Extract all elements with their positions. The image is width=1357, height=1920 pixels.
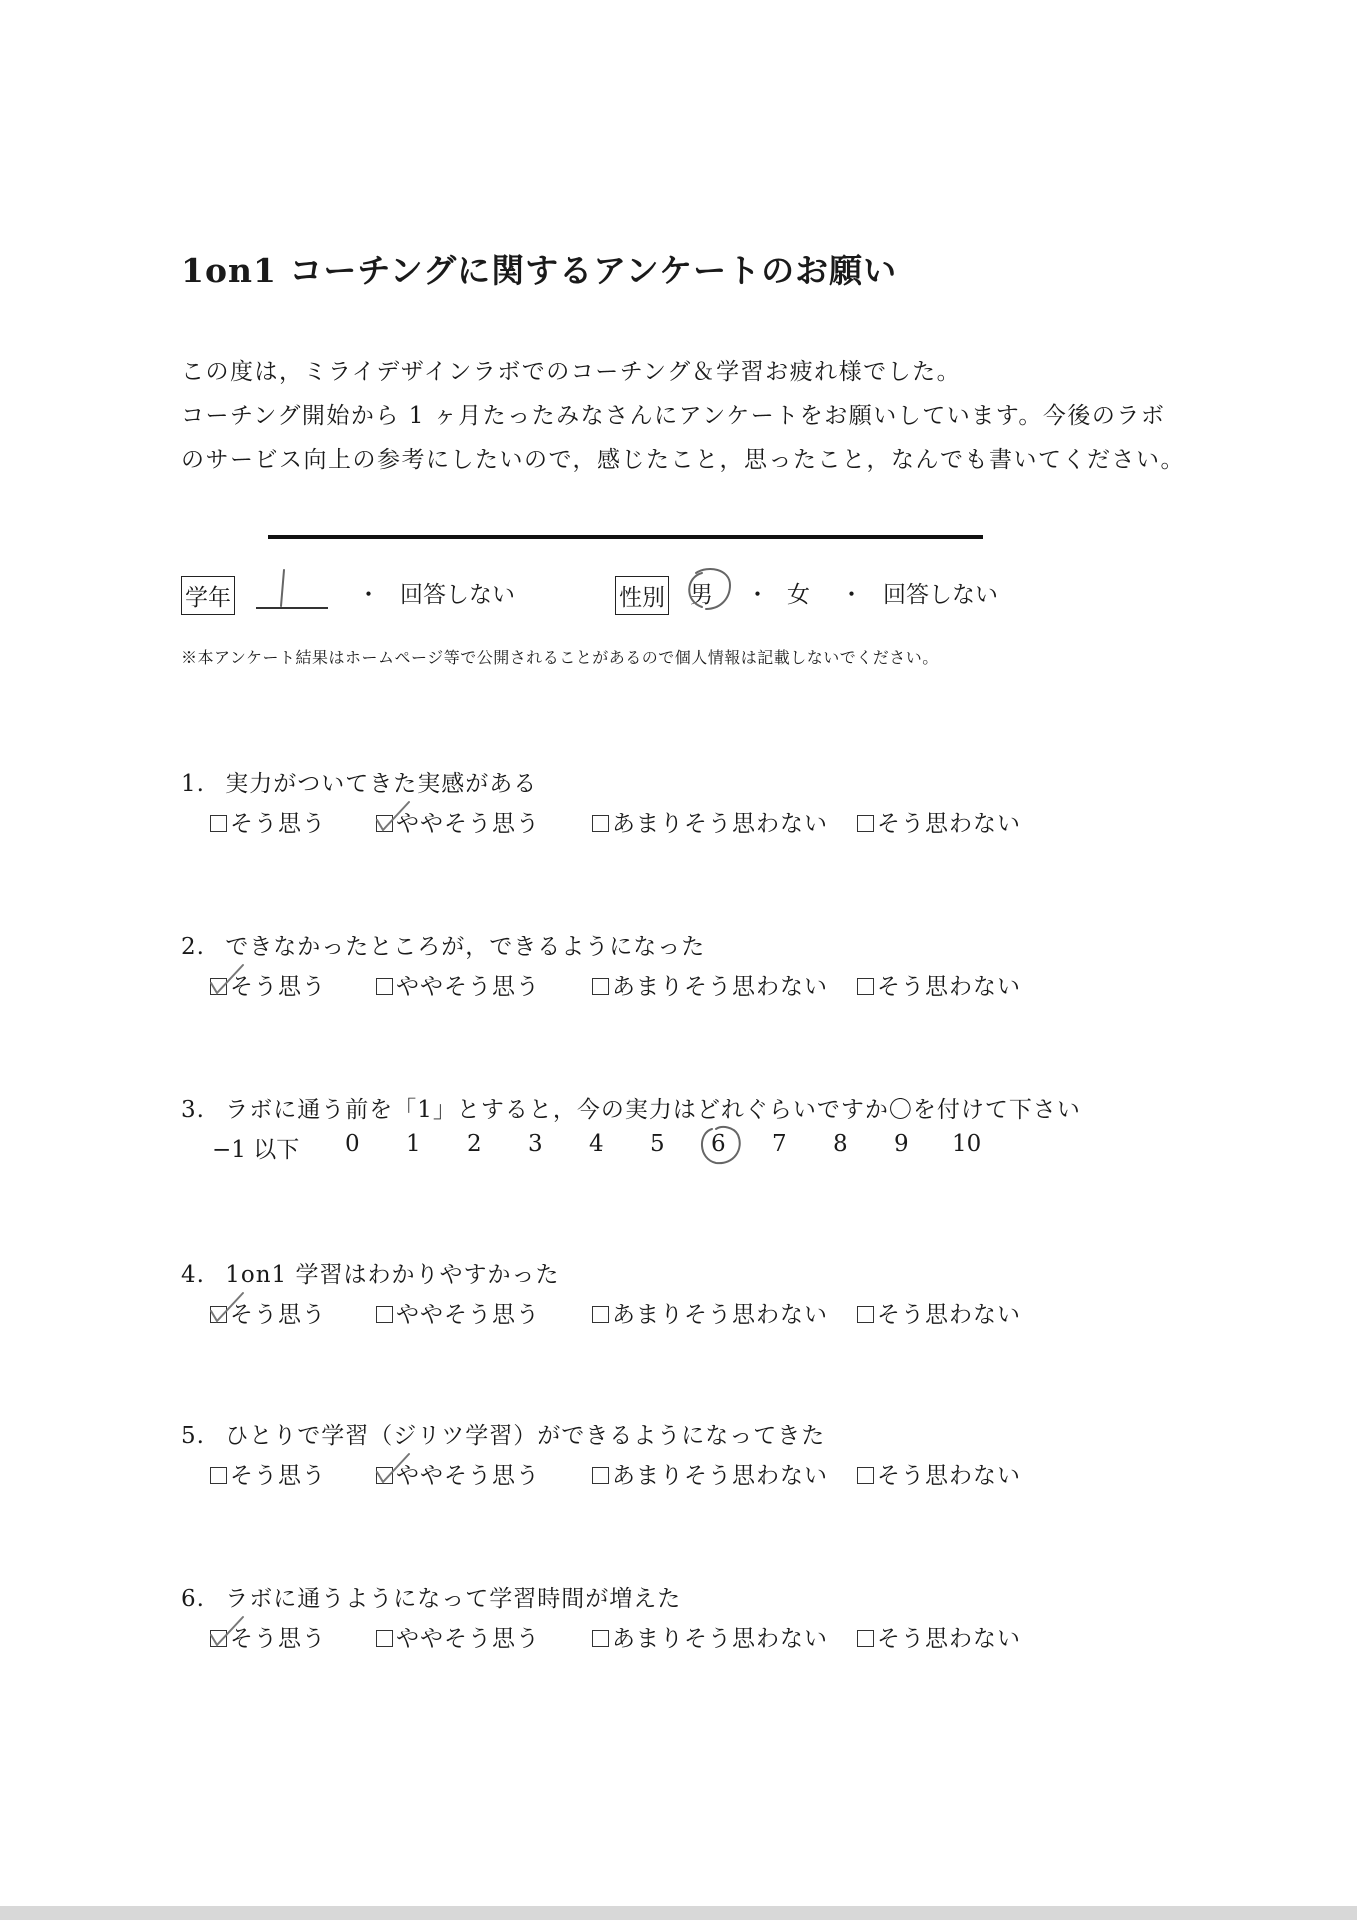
- option-label: そう思わない: [877, 1302, 1021, 1328]
- question-number: 4.: [181, 1262, 205, 1288]
- check-mark-icon: [375, 800, 415, 836]
- option-2[interactable]: [376, 1457, 540, 1490]
- option-4[interactable]: [857, 1296, 1021, 1329]
- gender-circle-mark: [678, 563, 738, 615]
- scale-value[interactable]: 0: [345, 1131, 360, 1157]
- checkbox[interactable]: [857, 815, 874, 832]
- option-2[interactable]: [376, 968, 540, 1001]
- gender-sep-2: ・: [840, 582, 863, 608]
- question-5: [181, 1417, 825, 1450]
- option-4[interactable]: [857, 1457, 1021, 1490]
- question-number: 1.: [181, 771, 205, 797]
- question-4: [181, 1256, 560, 1289]
- question-number: 3.: [181, 1097, 205, 1123]
- option-1[interactable]: [210, 805, 326, 838]
- checkbox[interactable]: [592, 1306, 609, 1323]
- gender-no-answer[interactable]: 回答しない: [883, 582, 998, 608]
- option-3[interactable]: [592, 805, 828, 838]
- question-number: 6.: [181, 1586, 205, 1612]
- option-2[interactable]: [376, 1296, 540, 1329]
- intro-line-1: この度は，ミライデザインラボでのコーチング＆学習お疲れ様でした。: [181, 359, 962, 385]
- option-label: あまりそう思わない: [612, 974, 828, 1000]
- privacy-note: ※本アンケート結果はホームページ等で公開されることがあるので個人情報は記載しないでください。: [181, 648, 939, 667]
- checkbox[interactable]: [592, 1467, 609, 1484]
- checkbox[interactable]: [210, 1467, 227, 1484]
- checkbox[interactable]: [857, 978, 874, 995]
- option-label: ややそう思う: [396, 1463, 540, 1489]
- checkbox[interactable]: [592, 815, 609, 832]
- option-label: ややそう思う: [396, 1626, 540, 1652]
- option-label: ややそう思う: [396, 1302, 540, 1328]
- option-label: そう思わない: [877, 1463, 1021, 1489]
- option-label: ややそう思う: [396, 811, 540, 837]
- question-text: 実力がついてきた実感がある: [225, 771, 538, 797]
- gender-sep-1: ・: [746, 582, 769, 608]
- option-1[interactable]: [210, 1296, 326, 1329]
- gender-label-box: [615, 576, 669, 615]
- scan-edge: [0, 1906, 1357, 1920]
- grade-no-answer[interactable]: 回答しない: [400, 582, 515, 608]
- option-4[interactable]: [857, 1620, 1021, 1653]
- scale-value[interactable]: 3: [528, 1131, 543, 1157]
- option-4[interactable]: [857, 968, 1021, 1001]
- scale-value[interactable]: 8: [833, 1131, 848, 1157]
- question-text: ひとりで学習（ジリツ学習）ができるようになってきた: [225, 1423, 826, 1449]
- scale-value[interactable]: 1: [406, 1131, 421, 1157]
- question-number: 2.: [181, 934, 205, 960]
- option-label: ややそう思う: [396, 974, 540, 1000]
- option-label: あまりそう思わない: [612, 1626, 828, 1652]
- option-3[interactable]: [592, 1620, 828, 1653]
- scale-value[interactable]: 4: [589, 1131, 604, 1157]
- question-number: 5.: [181, 1423, 205, 1449]
- checkbox[interactable]: [857, 1630, 874, 1647]
- option-label: そう思わない: [877, 974, 1021, 1000]
- option-1[interactable]: [210, 968, 326, 1001]
- check-mark-icon: [375, 1452, 415, 1488]
- question-1: [181, 765, 537, 798]
- option-4[interactable]: [857, 805, 1021, 838]
- check-mark-icon: [209, 963, 249, 999]
- gender-label: 性別: [615, 576, 669, 615]
- option-label: あまりそう思わない: [612, 1302, 828, 1328]
- option-label: あまりそう思わない: [612, 811, 828, 837]
- option-label: あまりそう思わない: [612, 1463, 828, 1489]
- option-label: そう思う: [230, 1626, 326, 1652]
- checkbox[interactable]: [376, 1306, 393, 1323]
- checkbox[interactable]: [376, 978, 393, 995]
- scale-value[interactable]: 10: [952, 1131, 982, 1157]
- scale-value[interactable]: 5: [650, 1131, 665, 1157]
- option-3[interactable]: [592, 1457, 828, 1490]
- scale-value[interactable]: 9: [894, 1131, 909, 1157]
- option-2[interactable]: [376, 805, 540, 838]
- check-mark-icon: [209, 1615, 249, 1651]
- page-title: 1on1 コーチングに関するアンケートのお願い: [181, 251, 898, 290]
- grade-sep: ・: [357, 582, 380, 608]
- option-label: そう思う: [230, 974, 326, 1000]
- checkbox[interactable]: [210, 978, 227, 995]
- question-3: [181, 1091, 1081, 1124]
- gender-female[interactable]: 女: [787, 582, 810, 608]
- gender-male[interactable]: 男: [690, 582, 713, 608]
- checkbox[interactable]: [210, 1306, 227, 1323]
- checkbox[interactable]: [376, 815, 393, 832]
- question-6: [181, 1580, 681, 1613]
- question-text: 1on1 学習はわかりやすかった: [225, 1262, 560, 1288]
- divider: [268, 535, 983, 539]
- option-label: そう思わない: [877, 1626, 1021, 1652]
- question-text: ラボに通う前を「1」とすると，今の実力はどれぐらいですか〇を付けて下さい: [225, 1097, 1081, 1123]
- checkbox[interactable]: [210, 815, 227, 832]
- checkbox[interactable]: [376, 1630, 393, 1647]
- option-3[interactable]: [592, 968, 828, 1001]
- check-mark-icon: [209, 1291, 249, 1327]
- checkbox[interactable]: [376, 1467, 393, 1484]
- grade-handwritten-one: [270, 566, 300, 610]
- checkbox[interactable]: [592, 1630, 609, 1647]
- option-label: そう思う: [230, 1463, 326, 1489]
- option-3[interactable]: [592, 1296, 828, 1329]
- grade-label: 学年: [181, 576, 235, 615]
- checkbox[interactable]: [857, 1306, 874, 1323]
- grade-label-box: [181, 576, 235, 615]
- checkbox[interactable]: [592, 978, 609, 995]
- checkbox[interactable]: [210, 1630, 227, 1647]
- scale-value[interactable]: 2: [467, 1131, 482, 1157]
- question-2: [181, 928, 705, 961]
- scale-value[interactable]: −1 以下: [212, 1137, 300, 1163]
- option-2[interactable]: [376, 1620, 540, 1653]
- intro-line-2: コーチング開始から 1 ヶ月たったみなさんにアンケートをお願いしています。今後のラボ: [181, 403, 1166, 429]
- intro-text: [181, 350, 1185, 482]
- option-label: そう思う: [230, 811, 326, 837]
- question-text: できなかったところが，できるようになった: [225, 934, 706, 960]
- option-label: そう思わない: [877, 811, 1021, 837]
- option-1[interactable]: [210, 1620, 326, 1653]
- question-text: ラボに通うようになって学習時間が増えた: [225, 1586, 682, 1612]
- option-label: そう思う: [230, 1302, 326, 1328]
- intro-line-3: のサービス向上の参考にしたいので，感じたこと，思ったこと，なんでも書いてください。: [181, 447, 1186, 473]
- scale-value[interactable]: 7: [772, 1131, 787, 1157]
- checkbox[interactable]: [857, 1467, 874, 1484]
- option-1[interactable]: [210, 1457, 326, 1490]
- scale-value[interactable]: 6: [711, 1131, 726, 1157]
- scale-circle-mark: [694, 1123, 746, 1169]
